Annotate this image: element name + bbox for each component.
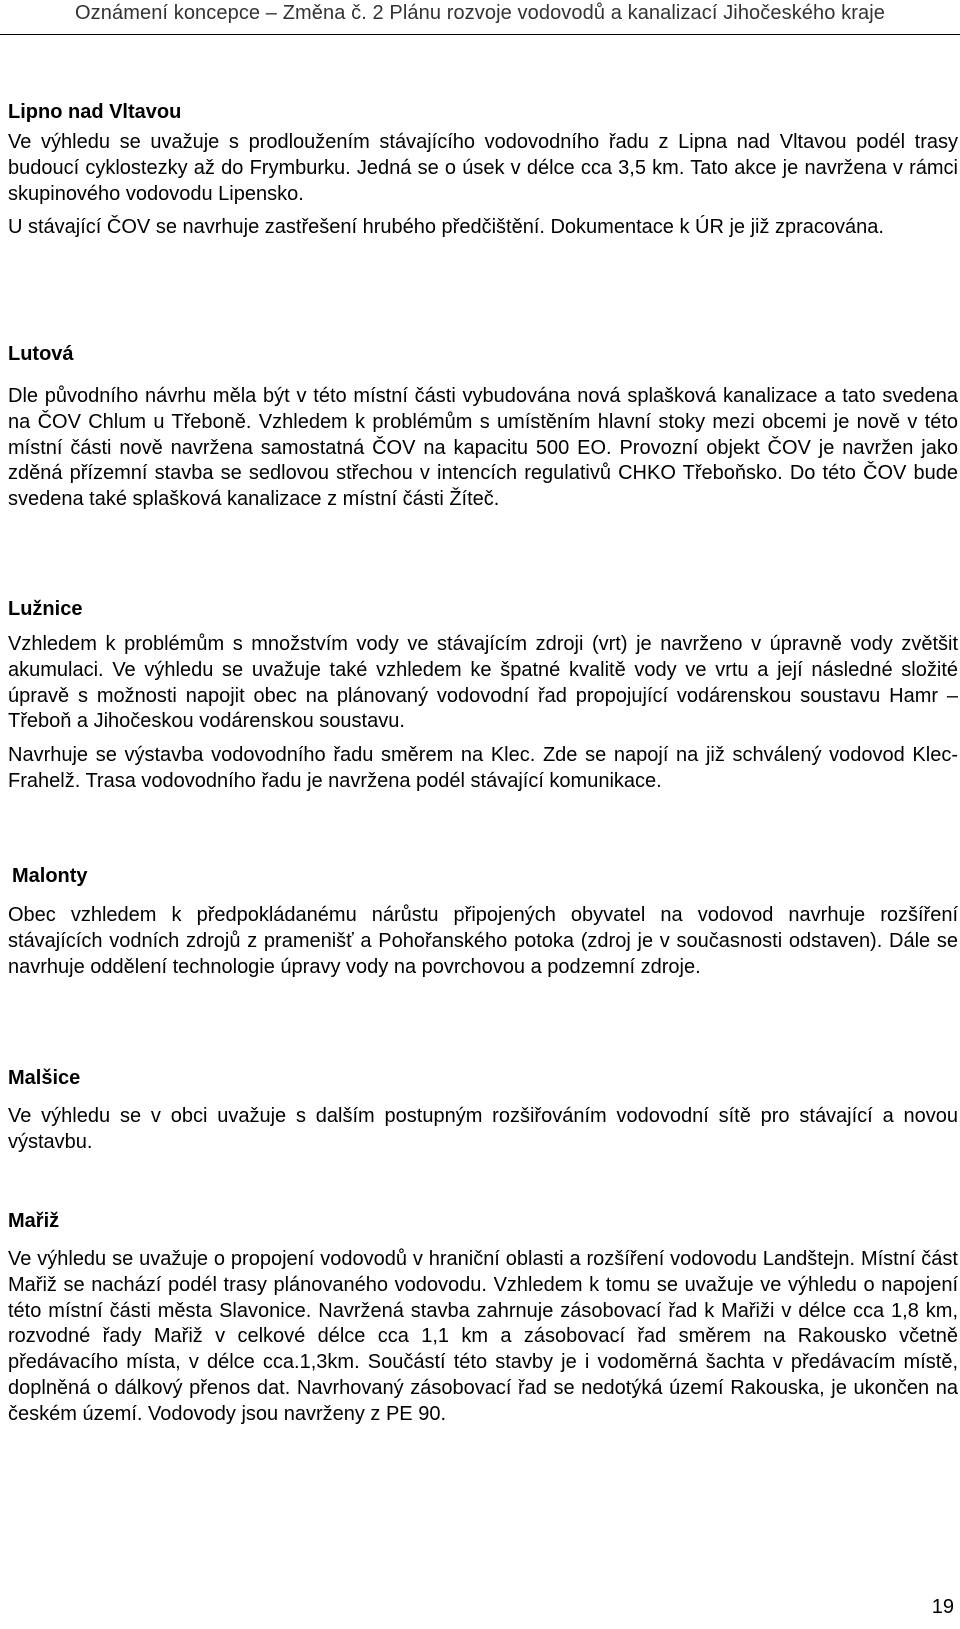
section-title: Lipno nad Vltavou xyxy=(8,101,182,123)
section-luznice xyxy=(8,597,958,795)
paragraph: Ve výhledu se uvažuje o propojení vodovodů v hraniční oblasti a rozšíření vodovodu Landštejn. Místní část Mařiž se nachází podél trasy plánovaného vodovodu. Vzhledem k tomu se uvažuje ve výhledu o napojení této místní části města Slavonice. Navržená stavba zahrnuje zásobovací řad k Mařiži v délce cca 1,8 km, rozvodné řady Mařiž v celkové délce cca 1,1 km a zásobovací řad směrem na Rakousko včetně předávacího místa, v délce cca.1,3km. Součástí této stavby je i vodoměrná šachta v předávacím místě, doplněná o dálkový přenos dat. Navrhovaný zásobovací řad se nedotýká území Rakouska, je ukončen na českém území. Vodovody jsou navrženy z PE 90. xyxy=(8,1248,958,1425)
paragraph: Obec vzhledem k předpokládanému nárůstu připojených obyvatel na vodovod navrhuje rozšíření stávajících vodních zdrojů z pramenišť a Pohořanského potoka (zdroj je v současnosti odstaven). Dále se navrhuje oddělení technologie úpravy vody na povrchovou a podzemní zdroje. xyxy=(8,904,958,978)
paragraph: Ve výhledu se uvažuje s prodloužením stávajícího vodovodního řadu z Lipna nad Vltavou podél trasy budoucí cyklostezky až do Frymburku. Jedná se o úsek v délce cca 3,5 km. Tato akce je navržena v rámci skupinového vodovodu Lipensko. xyxy=(8,131,958,205)
paragraph: Vzhledem k problémům s množstvím vody ve stávajícím zdroji (vrt) je navrženo v úpravně vody zvětšit akumulaci. Ve výhledu se uvažuje také vzhledem ke špatné kvalitě vody ve vrtu a její následné složité úpravě s možnosti napojit obec na plánovaný vodovodní řad propojující vodárenskou soustavu Hamr – Třeboň a Jihočeskou vodárenskou soustavu. xyxy=(8,633,958,733)
section-mariz xyxy=(8,1209,958,1428)
header-rule xyxy=(0,34,960,35)
section-title: Lutová xyxy=(8,343,74,365)
section-title: Lužnice xyxy=(8,598,83,620)
section-malsice xyxy=(8,1066,958,1156)
section-lutova xyxy=(8,342,958,513)
page-header: Oznámení koncepce – Změna č. 2 Plánu rozvoje vodovodů a kanalizací Jihočeského kraje xyxy=(75,2,885,24)
paragraph: Ve výhledu se v obci uvažuje s dalším postupným rozšiřováním vodovodní sítě pro stávající a novou výstavbu. xyxy=(8,1105,958,1153)
page-number: 19 xyxy=(931,1596,954,1618)
section-lipno xyxy=(8,100,958,241)
section-title: Malšice xyxy=(8,1067,81,1089)
section-title: Malonty xyxy=(12,865,88,887)
section-malonty xyxy=(12,864,958,888)
paragraph: U stávající ČOV se navrhuje zastřešení hrubého předčištění. Dokumentace k ÚR je již zpracována. xyxy=(8,216,884,239)
paragraph: Navrhuje se výstavba vodovodního řadu směrem na Klec. Zde se napojí na již schválený vodovod Klec-Frahelž. Trasa vodovodního řadu je navržena podél stávající komunikace. xyxy=(8,744,958,792)
paragraph: Dle původního návrhu měla být v této místní části vybudována nová splašková kanalizace a tato svedena na ČOV Chlum u Třeboně. Vzhledem k problémům s umístěním hlavní stoky mezi obcemi je nově v této místní části nově navržena samostatná ČOV na kapacitu 500 EO. Provozní objekt ČOV je navržen jako zděná přízemní stavba se sedlovou střechou v intencích regulativů CHKO Třeboňsko. Do této ČOV bude svedena také splašková kanalizace z místní části Žíteč. xyxy=(8,385,958,511)
section-title: Mařiž xyxy=(8,1210,60,1232)
section-malonty-body xyxy=(8,903,958,980)
